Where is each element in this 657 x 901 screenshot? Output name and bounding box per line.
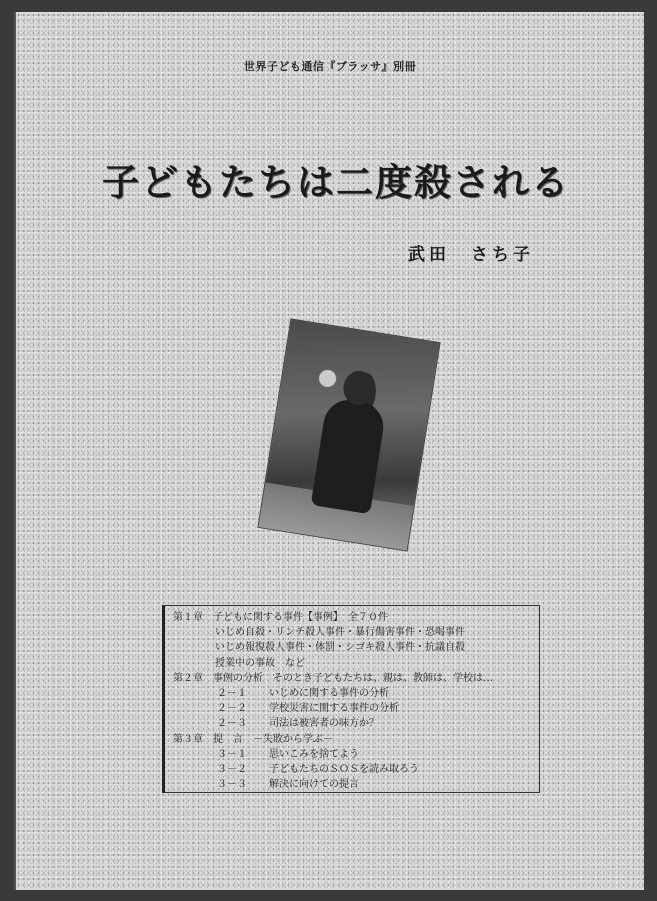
section-number: ３－３ — [217, 779, 247, 791]
chapter-1-title: 子どもに関する事件【事例】 全７０件 — [213, 612, 388, 623]
section-title: 司法は被害者の味方か？ — [269, 718, 379, 730]
photo-figure-body — [311, 396, 387, 514]
section-number: ２－３ — [217, 718, 247, 730]
toc-chapter-1-item: 授業中の事故 など — [215, 657, 305, 669]
section-title: いじめに関する事件の分析 — [269, 687, 389, 699]
section-number: ３－１ — [217, 748, 247, 760]
chapter-1-label: 第１章 — [173, 612, 203, 623]
series-label: 世界子ども通信『ブラッサ』別冊 — [243, 60, 417, 73]
toc-chapter-3 — [173, 732, 539, 747]
chapter-3-title: 提 言 －失敗から学ぶ－ — [213, 733, 333, 745]
document-page — [14, 12, 644, 890]
chapter-2-title: 事例の分析 そのとき子どもたちは、親は、教師は、学校は… — [213, 672, 493, 684]
table-of-contents — [162, 605, 540, 793]
cover-photo — [258, 320, 439, 551]
section-title: 学校災害に関する事件の分析 — [269, 703, 399, 715]
toc-chapter-1 — [173, 610, 539, 625]
toc-section — [173, 701, 539, 716]
toc-section — [173, 716, 539, 731]
section-number: ３－２ — [217, 763, 247, 775]
author-name: 武田 さち子 — [408, 245, 534, 265]
section-title: 思いこみを捨てよう — [269, 748, 359, 760]
toc-chapter-1-item: いじめ自殺・リンチ殺人事件・暴行傷害事件・恐喝事件 — [215, 627, 465, 639]
toc-section — [173, 777, 539, 792]
chapter-3-label: 第３章 — [173, 733, 203, 745]
section-number: ２－２ — [217, 703, 247, 715]
section-title: 子どもたちのＳＯＳを読み取ろう — [269, 763, 419, 775]
book-title: 子どもたちは二度殺される — [102, 161, 570, 204]
section-title: 解決に向けての提言 — [269, 779, 359, 791]
section-number: ２－１ — [217, 687, 247, 699]
chapter-2-label: 第２章 — [173, 672, 203, 684]
toc-section — [173, 747, 539, 762]
toc-chapter-2 — [173, 671, 539, 686]
toc-section — [173, 686, 539, 701]
toc-chapter-1-item: いじめ報復殺人事件・体罰・シゴキ殺人事件・抗議自殺 — [215, 642, 465, 654]
toc-section — [173, 762, 539, 777]
